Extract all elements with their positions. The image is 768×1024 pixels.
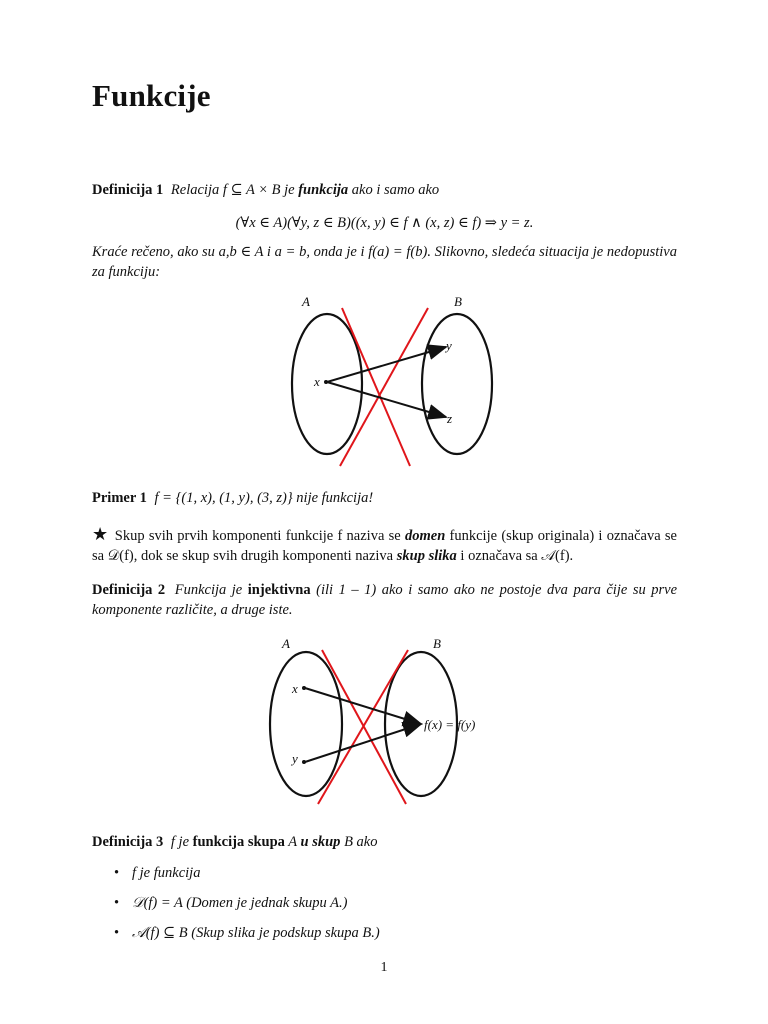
arrow-x-y — [327, 347, 446, 382]
list-item — [114, 865, 200, 882]
list-item-text: 𝒟(f) = A (Domen je jednak skupu A.) — [132, 895, 348, 911]
page-title: Funkcije — [92, 78, 211, 113]
term-skup-slika: skup slika — [396, 548, 457, 564]
diagram-non-injective — [260, 632, 520, 812]
set-b-ellipse — [422, 314, 492, 454]
arrow-y-fx — [305, 724, 421, 762]
set-a-label: A — [282, 636, 290, 651]
bullet-icon: • — [114, 895, 120, 911]
definition-1-note: Kraće rečeno, ako su a,b ∈ A i a = b, onda je i f(a) = f(b). Slikovno, sledeća situacija je nedopustiva za funkciju: — [92, 244, 677, 280]
definition-1-text-b: ako i samo ako — [348, 182, 440, 198]
note-text-c: i označava sa 𝒜(f). — [456, 548, 574, 564]
term-domen: domen — [405, 528, 446, 544]
set-a-ellipse — [292, 314, 362, 454]
definition-1-formula: (∀x ∈ A)(∀y, z ∈ B)((x, y) ∈ f ∧ (x, z) ∈ f) ⇒ y = z. — [235, 215, 534, 231]
bullet-icon: • — [114, 865, 120, 881]
definition-2-text-a: Funkcija je — [174, 582, 248, 598]
set-a-label: A — [302, 294, 310, 309]
label-y: y — [446, 338, 452, 353]
arrow-x-fx — [305, 688, 421, 724]
page-number: 1 — [380, 960, 388, 975]
definition-3-term-1: funkcija skupa — [192, 834, 285, 850]
list-item — [114, 895, 347, 912]
definition-1-text-a: Relacija f ⊆ A × B je — [170, 182, 299, 198]
set-b-label: B — [454, 294, 462, 309]
example-1-label: Primer 1 — [92, 490, 147, 506]
label-x: x — [292, 681, 298, 696]
definition-3 — [92, 832, 677, 852]
example-1 — [92, 488, 677, 508]
star-icon: ★ — [92, 524, 109, 544]
definition-2-label: Definicija 2 — [92, 582, 166, 598]
definition-3-text-c: B ako — [340, 834, 378, 850]
domain-range-note — [92, 524, 677, 566]
set-a-ellipse — [270, 652, 342, 796]
definition-3-term-2: u skup — [300, 834, 341, 850]
definition-3-text-b: A — [284, 834, 301, 850]
definition-2 — [92, 580, 677, 620]
label-y: y — [292, 751, 298, 766]
definition-3-text-a: f je — [170, 834, 193, 850]
definition-1 — [92, 180, 677, 200]
definition-3-label: Definicija 3 — [92, 834, 164, 850]
definition-1-label: Definicija 1 — [92, 182, 164, 198]
note-text-b: funkcije (skup originala) i označava se sa 𝒟(f), dok se skup svih drugih komponenti naziva — [92, 528, 677, 564]
diagram-non-function — [270, 290, 510, 470]
note-text-a: Skup svih prvih komponenti funkcije f naziva se — [114, 528, 405, 544]
list-item — [114, 925, 380, 942]
definition-1-term: funkcija — [298, 182, 349, 198]
example-1-text: f = {(1, x), (1, y), (3, z)} nije funkcija! — [154, 490, 374, 506]
set-b-label: B — [433, 636, 441, 651]
list-item-text: 𝒜(f) ⊆ B (Skup slika je podskup skupa B.) — [132, 925, 380, 941]
label-x: x — [314, 374, 320, 389]
bullet-icon: • — [114, 925, 120, 941]
definition-2-text-b: (ili 1 – 1) ako i samo ako ne postoje dva para čije su prve komponente različite, a druge iste. — [92, 582, 678, 618]
definition-2-term: injektivna — [247, 582, 311, 598]
list-item-text: f je funkcija — [132, 865, 201, 881]
label-z: z — [447, 411, 453, 426]
label-fx-equals-fy: f(x) = f(y) — [424, 717, 476, 732]
